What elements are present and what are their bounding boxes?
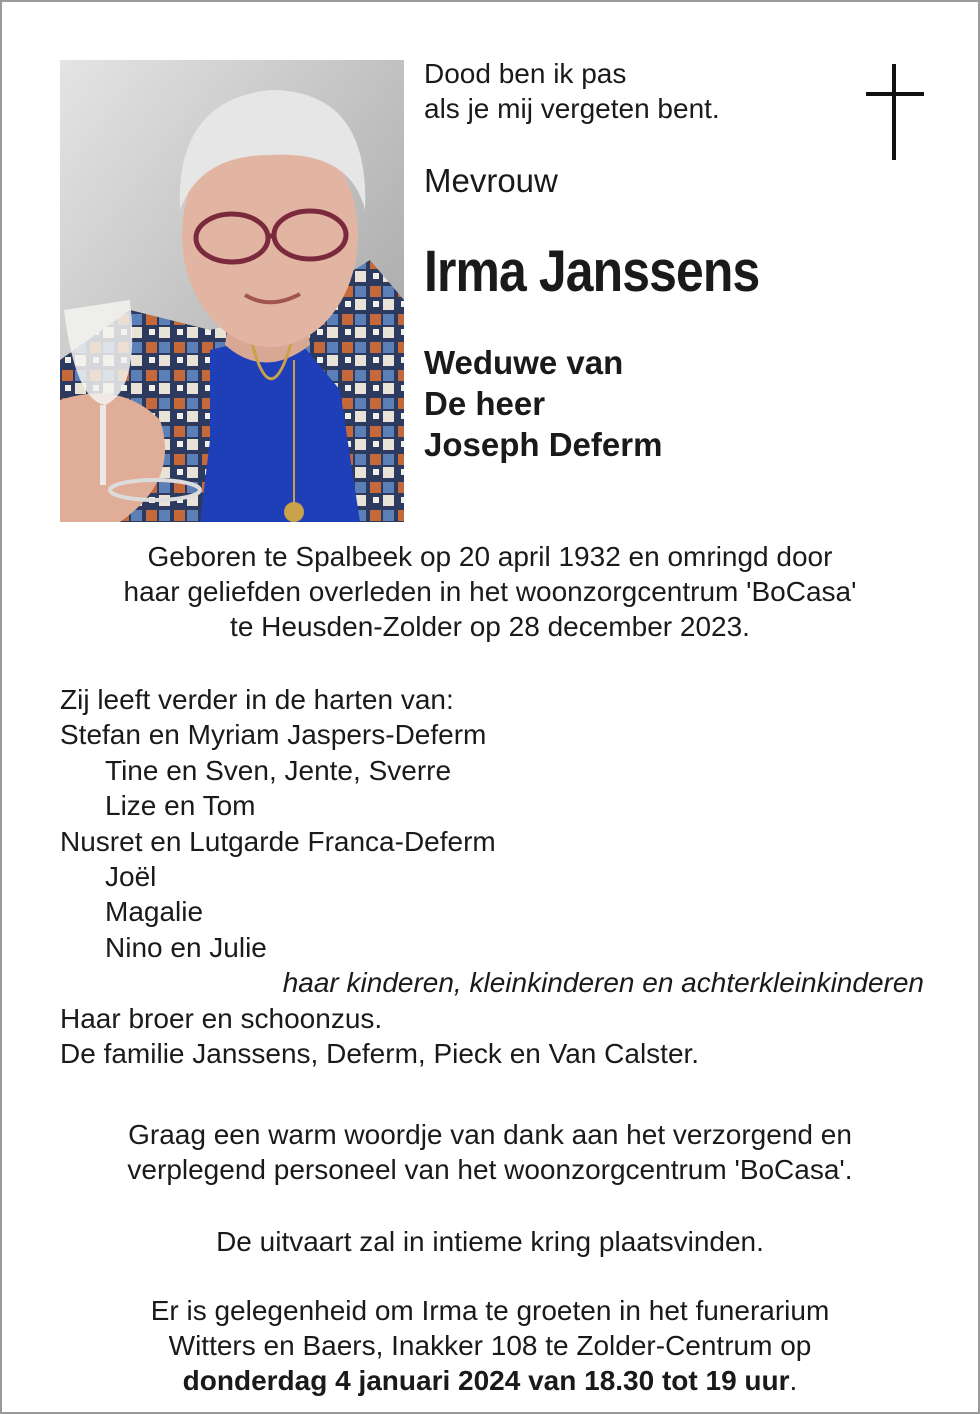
cross-icon [866, 64, 924, 160]
survivors-list [60, 682, 930, 1071]
quote [424, 56, 720, 126]
quote-line: als je mij vergeten bent. [424, 93, 720, 124]
grandchildren-line: Magalie [105, 896, 204, 928]
grandchildren-line: Nino en Julie [105, 931, 267, 963]
quote-line: Dood ben ik pas [424, 58, 627, 89]
family-line: Nusret en Lutgarde Franca-Deferm [60, 825, 496, 857]
spouse-line: Joseph Deferm [424, 426, 663, 463]
visit-end: . [789, 1365, 798, 1396]
grandchildren-line: Tine en Sven, Jente, Sverre [105, 754, 452, 786]
portrait-photo [60, 60, 404, 522]
birth-line: haar geliefden overleden in het woonzorgcentrum 'BoCasa' [123, 576, 857, 607]
visit-line: Witters en Baers, Inakker 108 te Zolder-Centrum op [168, 1330, 812, 1361]
spouse-line: Weduwe van [424, 344, 624, 381]
thanks-line: Graag een warm woordje van dank aan het verzorgend en [128, 1119, 852, 1150]
birth-death-info [2, 539, 978, 644]
families-line: De familie Janssens, Deferm, Pieck en Van Calster. [60, 1038, 700, 1070]
grandchildren-line: Joël [105, 861, 157, 893]
visit-line: Er is gelegenheid om Irma te groeten in het funerarium [150, 1295, 830, 1326]
title-prefix: Mevrouw [424, 162, 558, 199]
visit-date: donderdag 4 januari 2024 van 18.30 tot 19 uur [182, 1365, 790, 1396]
grandchildren-line: Lize en Tom [105, 790, 256, 822]
spouse-info [424, 342, 662, 465]
spouse-line: De heer [424, 385, 546, 422]
thanks-line: verplegend personeel van het woonzorgcentrum 'BoCasa'. [127, 1154, 853, 1185]
visitation-info [2, 1293, 978, 1398]
family-line: Stefan en Myriam Jaspers-Deferm [60, 719, 487, 751]
thanks-message [2, 1117, 978, 1187]
relation-note: haar kinderen, kleinkinderen en achterkleinkinderen [282, 967, 924, 999]
sibling-line: Haar broer en schoonzus. [60, 1002, 383, 1034]
survivors-intro: Zij leeft verder in de harten van: [60, 684, 454, 715]
birth-line: te Heusden-Zolder op 28 december 2023. [230, 611, 750, 642]
deceased-name: Irma Janssens [424, 239, 760, 304]
ceremony-info: De uitvaart zal in intieme kring plaatsvinden. [216, 1226, 764, 1257]
birth-line: Geboren te Spalbeek op 20 april 1932 en omringd door [147, 541, 833, 572]
visit-date-line [2, 1363, 978, 1398]
